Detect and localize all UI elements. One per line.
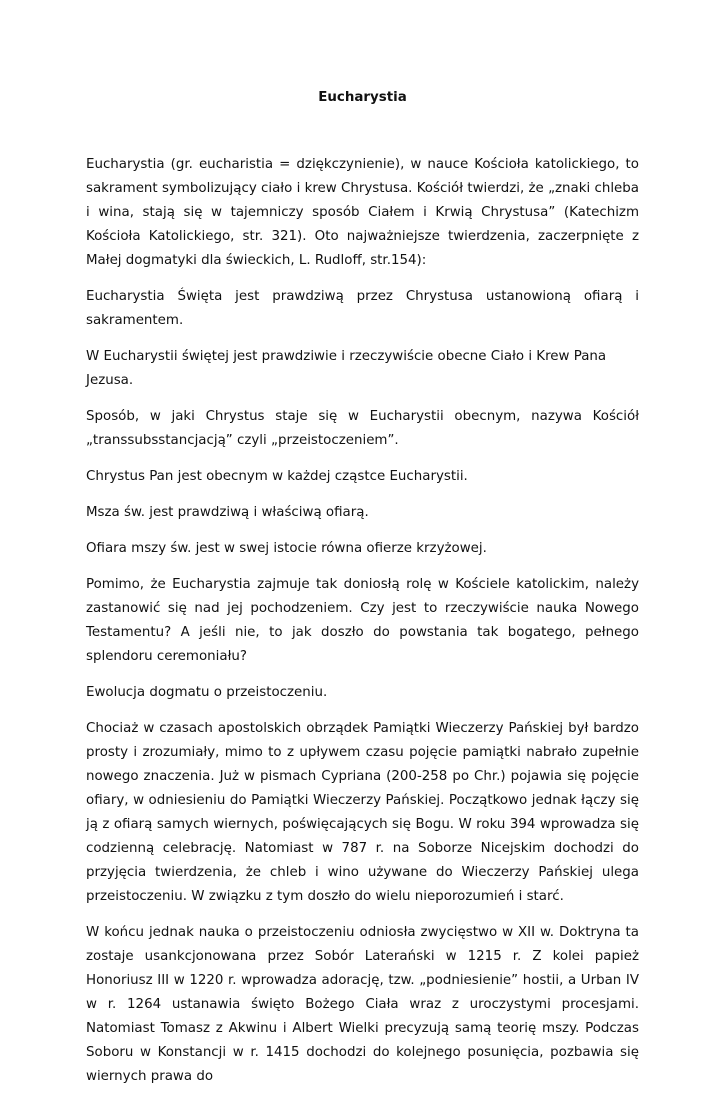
paragraph-claim-2: W Eucharystii świętej jest prawdziwie i rzeczywiście obecne Ciało i Krew Pana Jezusa. — [86, 349, 607, 388]
paragraph-intro: Eucharystia (gr. eucharistia = dziękczynienie), w nauce Kościoła katolickiego, to sakrament symbolizujący ciało i krew Chrystusa. Kościół twierdzi, że „znaki chleba i wina, stają się w tajemniczy sposób Ciałem i Krwią Chrystusa” (Katechizm Kościoła Katolickiego, str. 321). Oto najważniejsze twierdzenia, zaczerpnięte z Małej dogmatyki dla świeckich, L. Rudloff, str.154): — [86, 157, 639, 268]
document-title: Eucharystia — [318, 90, 407, 105]
paragraph-claim-5: Msza św. jest prawdziwą i właściwą ofiarą. — [86, 505, 369, 520]
document-body — [86, 86, 639, 1101]
paragraph-claim-6: Ofiara mszy św. jest w swej istocie równa ofierze krzyżowej. — [86, 541, 487, 556]
paragraph-question: Pomimo, że Eucharystia zajmuje tak doniosłą rolę w Kościele katolickim, należy zastanowić się nad jej pochodzeniem. Czy jest to rzeczywiście nauka Nowego Testamentu? A jeśli nie, to jak doszło do powstania tak bogatego, pełnego splendoru ceremoniału? — [86, 577, 639, 664]
paragraph-section-heading: Ewolucja dogmatu o przeistoczeniu. — [86, 685, 328, 700]
paragraph-history-1: Chociaż w czasach apostolskich obrządek Pamiątki Wieczerzy Pańskiej był bardzo prosty i zrozumiały, mimo to z upływem czasu pojęcie pamiątki nabrało zupełnie nowego znaczenia. Już w pismach Cypriana (200-258 po Chr.) pojawia się pojęcie ofiary, w odniesieniu do Pamiątki Wieczerzy Pańskiej. Początkowo jednak łączy się ją z ofiarą samych wiernych, poświęcających się Bogu. W roku 394 wprowadza się codzienną celebrację. Natomiast w 787 r. na Soborze Nicejskim dochodzi do przyjęcia twierdzenia, że chleb i wino używane do Wieczerzy Pańskiej ulega przeistoczeniu. W związku z tym doszło do wielu nieporozumień i starć. — [86, 721, 639, 904]
paragraph-claim-3: Sposób, w jaki Chrystus staje się w Eucharystii obecnym, nazywa Kościół „transsubsstancjacją” czyli „przeistoczeniem”. — [86, 409, 639, 448]
paragraph-history-2: W końcu jednak nauka o przeistoczeniu odniosła zwycięstwo w XII w. Doktryna ta zostaje usankcjonowana przez Sobór Laterański w 1215 r. Z kolei papież Honoriusz III w 1220 r. wprowadza adorację, tzw. „podniesienie” hostii, a Urban IV w r. 1264 ustanawia święto Bożego Ciała wraz z uroczystymi procesjami. Natomiast Tomasz z Akwinu i Albert Wielki precyzują samą teorię mszy. Podczas Soboru w Konstancji w r. 1415 dochodzi do kolejnego posunięcia, pozbawia się wiernych prawa do — [86, 925, 639, 1084]
paragraph-claim-1: Eucharystia Święta jest prawdziwą przez Chrystusa ustanowioną ofiarą i sakramentem. — [86, 289, 639, 328]
paragraph-claim-4: Chrystus Pan jest obecnym w każdej cząstce Eucharystii. — [86, 469, 468, 484]
